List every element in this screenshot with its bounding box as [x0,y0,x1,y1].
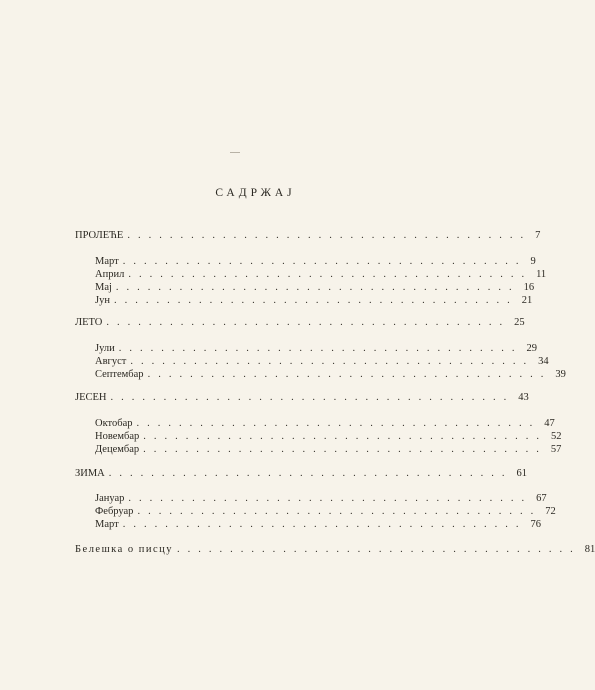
leader-dots: ...................................... [143,431,548,442]
leader-dots: ...................................... [106,317,511,328]
toc-section-summer [75,316,525,330]
toc-section-title: ПРОЛЕЋЕ [75,230,124,241]
toc-page-number: 29 [526,343,537,354]
leader-dots: ...................................... [143,444,547,455]
leader-dots: ...................................... [128,269,533,280]
contents-heading: САДРЖАЈ [215,187,296,199]
toc-item [95,417,555,431]
toc-item-title: Јули [95,343,115,354]
toc-page-number: 7 [535,230,541,241]
toc-page-number: 61 [516,468,528,479]
leader-dots: ...................................... [136,418,541,429]
toc-page-number: 47 [544,418,555,429]
toc-page-number: 25 [514,317,525,328]
toc-item [95,268,547,282]
toc-page-number: 21 [521,295,533,306]
leader-dots: ...................................... [110,392,515,403]
paper-mark [230,152,240,153]
leader-dots: ...................................... [147,369,552,380]
toc-item-title: Фебруар [95,506,134,517]
toc-item [95,294,533,308]
toc-item [95,368,566,382]
toc-item [95,342,537,356]
toc-page-number: 34 [538,356,549,367]
toc-item-title: Мај [95,282,112,293]
toc-item-title: Јун [95,295,110,306]
toc-section-title: ЛЕТО [75,317,103,328]
toc-section-spring [75,229,541,243]
toc-item-title: Децембар [95,444,140,455]
leader-dots: ...................................... [127,230,532,241]
leader-dots: ...................................... [130,356,535,367]
toc-section-title: ЗИМА [75,468,105,479]
toc-item [95,255,536,269]
toc-section-title: ЈЕСЕН [75,392,107,403]
toc-page-number: 76 [530,519,541,530]
toc-item-title: Март [95,256,119,267]
toc-section-autumn [75,391,529,405]
toc-page-number: 81 [584,544,595,555]
toc-item [95,430,562,444]
toc-item-title: Април [95,269,125,280]
leader-dots: ...................................... [122,256,527,267]
toc-item-title: Март [95,519,119,530]
toc-item [95,355,549,369]
toc-item-title: Октобар [95,418,133,429]
leader-dots: ...................................... [177,544,581,555]
leader-dots: ...................................... [113,295,518,306]
toc-page-number: 16 [523,282,535,293]
toc-page-number: 67 [536,493,547,504]
toc-item [95,443,562,457]
toc-item-title: Јануар [95,493,125,504]
leader-dots: ...................................... [108,468,513,479]
leader-dots: ...................................... [118,343,523,354]
toc-page-number: 9 [530,256,536,267]
toc-item-title: Септембар [95,369,144,380]
leader-dots: ...................................... [128,493,533,504]
toc-item [95,281,535,295]
toc-item-title: Новембар [95,431,140,442]
leader-dots: ...................................... [122,519,527,530]
toc-item-title: Август [95,356,127,367]
toc-author-note [75,543,595,557]
toc-item [95,492,547,506]
toc-page-number: 11 [536,269,547,280]
toc-item [95,518,541,532]
leader-dots: ...................................... [115,282,520,293]
toc-page-number: 72 [545,506,556,517]
toc-section-title: Белешка о писцу [75,544,174,555]
toc-page-number: 52 [551,431,562,442]
toc-page-number: 57 [550,444,562,455]
leader-dots: ...................................... [137,506,542,517]
toc-item [95,505,556,519]
toc-section-winter [75,467,528,481]
toc-page-number: 43 [518,392,529,403]
toc-page-number: 39 [555,369,566,380]
